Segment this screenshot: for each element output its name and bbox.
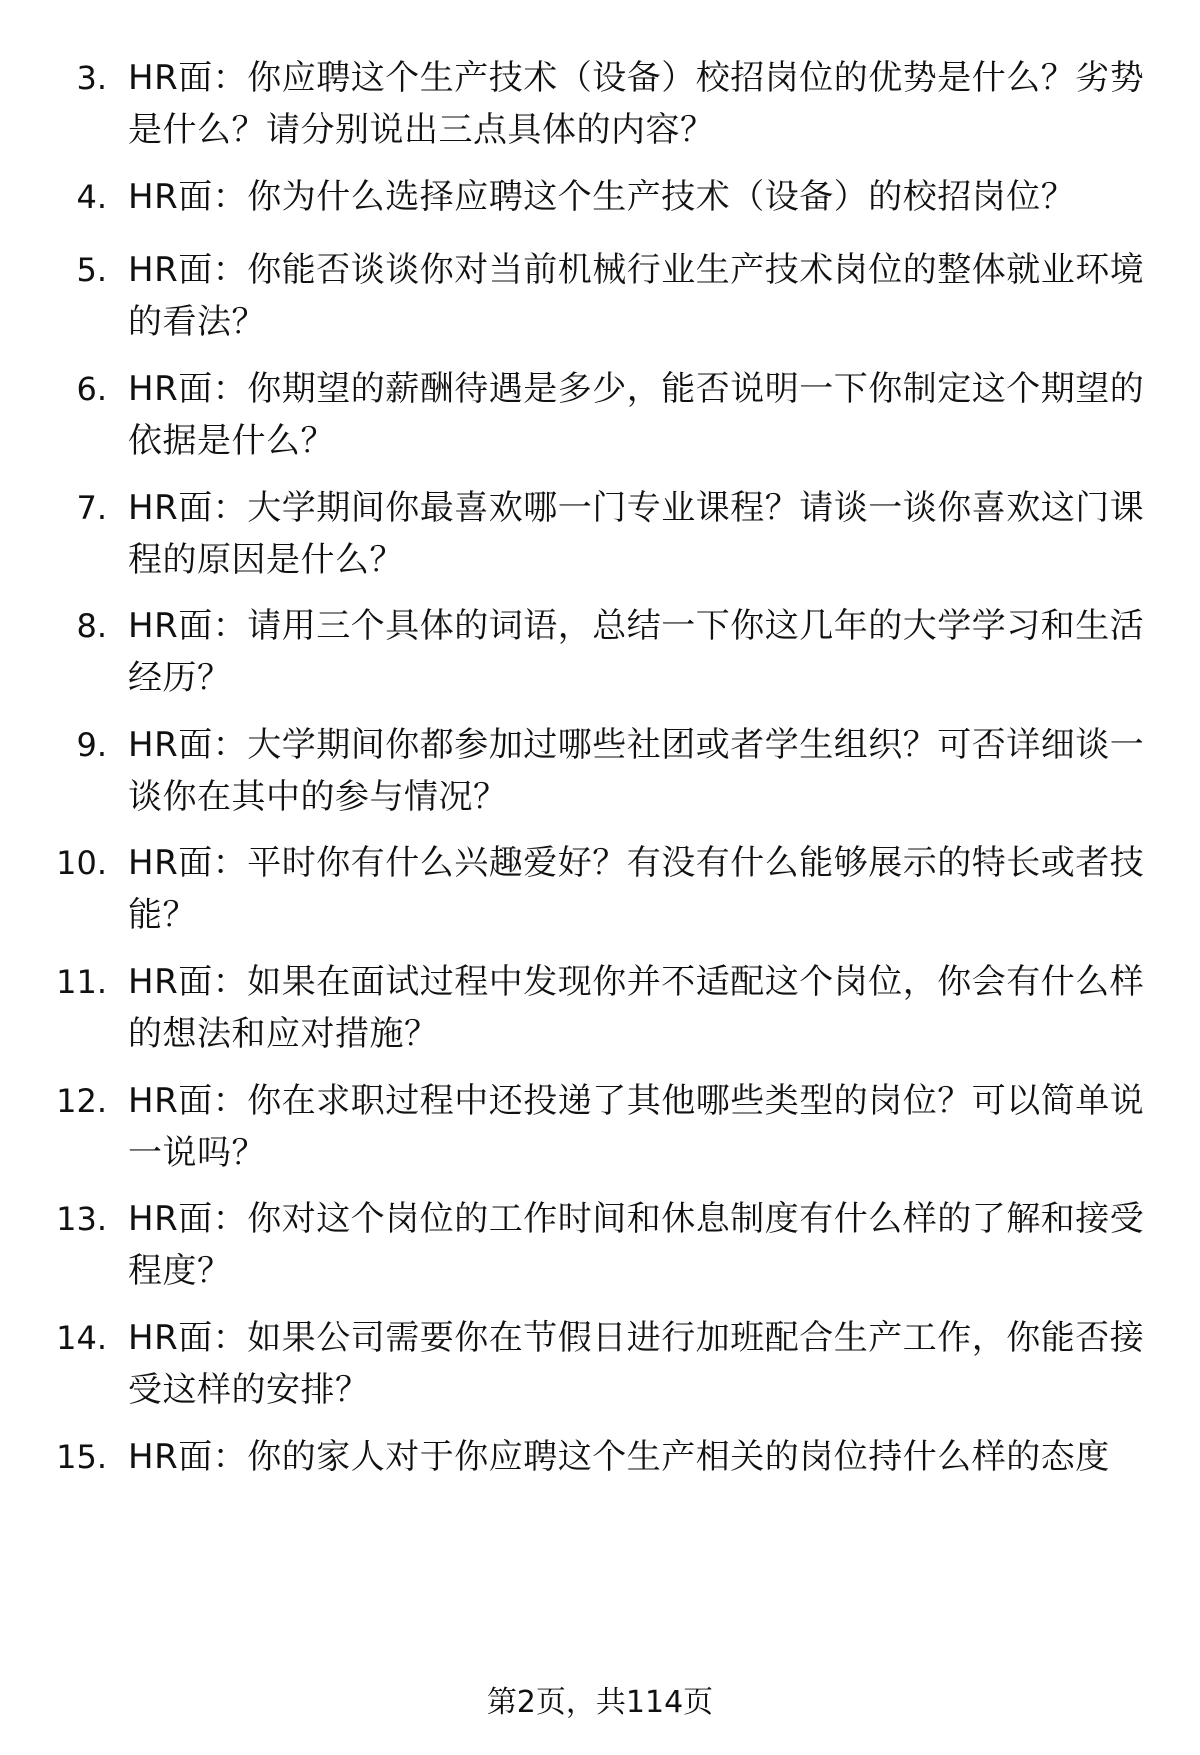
list-item [0, 1312, 1200, 1412]
list-item [0, 719, 1200, 819]
item-text: HR面：你应聘这个生产技术（设备）校招岗位的优势是什么？劣势是什么？请分别说出三点具体的内容？ [128, 58, 1145, 150]
item-number: 8. [76, 607, 107, 645]
item-number: 6. [76, 370, 107, 408]
list-item [0, 600, 1200, 700]
item-text: HR面：平时你有什么兴趣爱好？有没有什么能够展示的特长或者技能？ [128, 843, 1145, 935]
item-text: HR面：请用三个具体的词语，总结一下你这几年的大学学习和生活经历？ [128, 606, 1145, 698]
item-text: HR面：你能否谈谈你对当前机械行业生产技术岗位的整体就业环境的看法？ [128, 250, 1145, 342]
item-number: 10. [56, 844, 107, 882]
item-text: HR面：你期望的薪酬待遇是多少，能否说明一下你制定这个期望的依据是什么？ [128, 369, 1145, 461]
item-text: HR面：如果公司需要你在节假日进行加班配合生产工作，你能否接受这样的安排？ [128, 1318, 1145, 1410]
page-number: 第2页，共114页 [486, 1685, 714, 1720]
list-item [0, 482, 1200, 582]
item-number: 12. [56, 1082, 107, 1120]
list-item [0, 956, 1200, 1056]
item-text: HR面：大学期间你最喜欢哪一门专业课程？请谈一谈你喜欢这门课程的原因是什么？ [128, 488, 1145, 580]
item-text: HR面：大学期间你都参加过哪些社团或者学生组织？可否详细谈一谈你在其中的参与情况？ [128, 725, 1145, 817]
item-number: 13. [56, 1200, 107, 1238]
item-text: HR面：你在求职过程中还投递了其他哪些类型的岗位？可以简单说一说吗？ [128, 1081, 1145, 1173]
item-text: HR面：你为什么选择应聘这个生产技术（设备）的校招岗位？ [128, 177, 1076, 217]
item-number: 7. [76, 489, 107, 527]
item-number: 5. [76, 251, 107, 289]
item-number: 4. [76, 178, 107, 216]
list-item [0, 52, 1200, 152]
item-number: 14. [56, 1319, 107, 1357]
item-number: 15. [56, 1438, 107, 1476]
list-item [0, 244, 1200, 344]
item-number: 3. [76, 59, 107, 97]
list-item [0, 1431, 1200, 1531]
list-item [0, 1075, 1200, 1175]
item-text: HR面：如果在面试过程中发现你并不适配这个岗位，你会有什么样的想法和应对措施？ [128, 962, 1145, 1054]
item-text: HR面：你的家人对于你应聘这个生产相关的岗位持什么样的态度 [128, 1437, 1110, 1477]
item-number: 9. [76, 726, 107, 764]
list-item [0, 837, 1200, 937]
list-item [0, 363, 1200, 463]
item-text: HR面：你对这个岗位的工作时间和休息制度有什么样的了解和接受程度？ [128, 1199, 1145, 1291]
list-item [0, 1193, 1200, 1293]
item-number: 11. [56, 963, 107, 1001]
